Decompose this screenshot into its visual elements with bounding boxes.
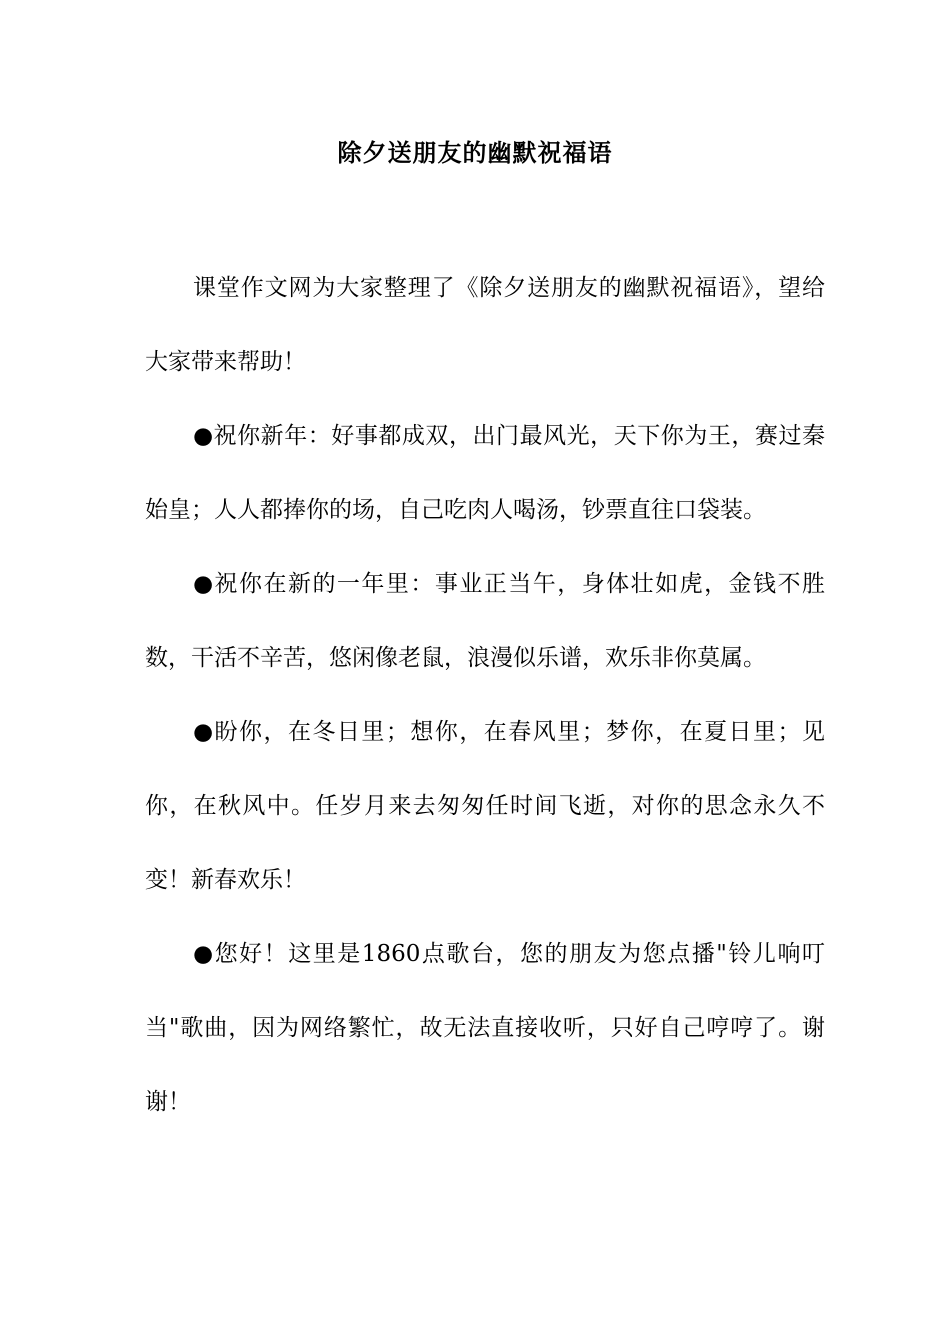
document-title: 除夕送朋友的幽默祝福语 (337, 138, 613, 167)
paragraph-blessing-4: ●您好！这里是1860点歌台，您的朋友为您点播"铃儿响叮当"歌曲，因为网络繁忙，故无法直接收听，只好自己哼哼了。谢谢！ (145, 941, 825, 1115)
paragraph-blessing-1: ●祝你新年：好事都成双，出门最风光，天下你为王，赛过秦始皇；人人都捧你的场，自己吃肉人喝汤，钞票直往口袋装。 (145, 423, 825, 523)
document-body (145, 251, 825, 1139)
paragraph-blessing-2: ●祝你在新的一年里：事业正当午，身体壮如虎，金钱不胜数，干活不辛苦，悠闲像老鼠，浪漫似乐谱，欢乐非你莫属。 (145, 571, 825, 671)
paragraph-intro: 课堂作文网为大家整理了《除夕送朋友的幽默祝福语》，望给大家带来帮助！ (145, 275, 825, 375)
paragraph-blessing-3: ●盼你，在冬日里；想你，在春风里；梦你，在夏日里；见你，在秋风中。任岁月来去匆匆任时间飞逝，对你的思念永久不变！新春欢乐！ (145, 719, 825, 893)
